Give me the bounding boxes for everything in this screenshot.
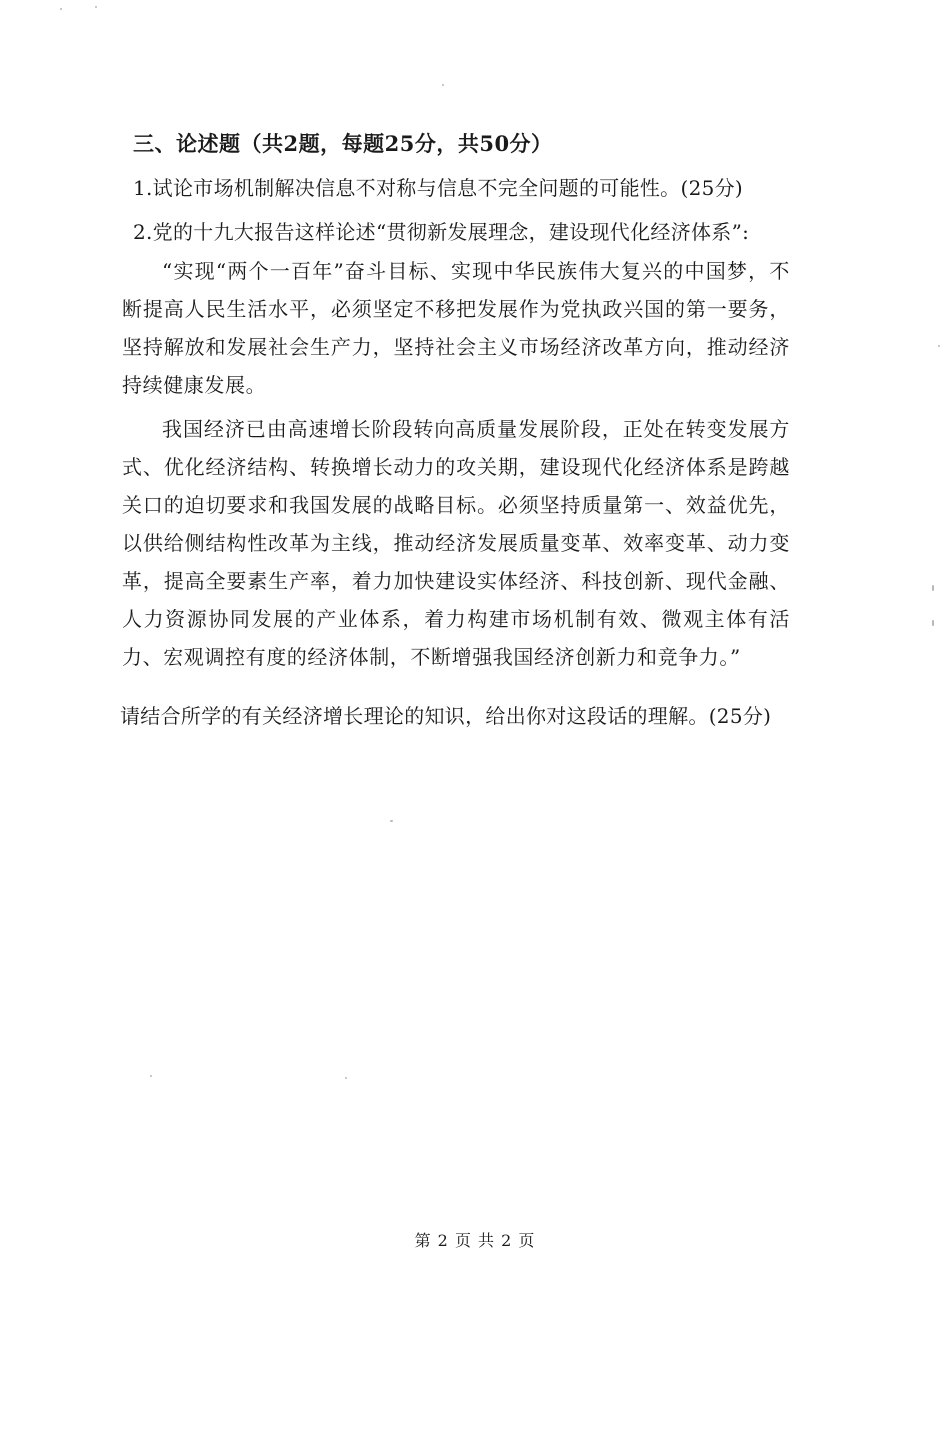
scan-speck bbox=[938, 345, 940, 347]
scan-speck bbox=[60, 8, 62, 10]
scan-speck bbox=[932, 620, 934, 626]
scan-speck bbox=[95, 6, 97, 8]
scan-speck bbox=[442, 84, 444, 86]
quote-paragraph-1: “实现“两个一百年”奋斗目标、实现中华民族伟大复兴的中国梦，不断提高人民生活水平，必须坚定不移把发展作为党执政兴国的第一要务，坚持解放和发展社会生产力，坚持社会主义市场经济改革方向，推动经济持续健康发展。 bbox=[122, 259, 790, 397]
scan-speck bbox=[150, 1075, 152, 1077]
scan-speck bbox=[932, 585, 934, 591]
page-number: 第 2 页 共 2 页 bbox=[414, 1231, 536, 1250]
quote-paragraph-2: 我国经济已由高速增长阶段转向高质量发展阶段，正处在转变发展方式、优化经济结构、转换增长动力的攻关期，建设现代化经济体系是跨越关口的迫切要求和我国发展的战略目标。必须坚持质量第一、效益优先，以供给侧结构性改革为主线，推动经济发展质量变革、效率变革、动力变革，提高全要素生产率，着力加快建设实体经济、科技创新、现代金融、人力资源协同发展的产业体系，着力构建市场机制有效、微观主体有活力、宏观调控有度的经济体制，不断增强我国经济创新力和竞争力。” bbox=[122, 417, 790, 669]
question-2-intro: 2.党的十九大报告这样论述“贯彻新发展理念，建设现代化经济体系”: bbox=[133, 220, 750, 244]
section-title: 三、论述题（共2题，每题25分，共50分） bbox=[133, 131, 553, 156]
scan-speck bbox=[345, 1077, 347, 1079]
scan-speck bbox=[390, 820, 393, 822]
question-2-prompt: 请结合所学的有关经济增长理论的知识，给出你对这段话的理解。(25分) bbox=[120, 704, 772, 728]
question-1: 1.试论市场机制解决信息不对称与信息不完全问题的可能性。(25分) bbox=[133, 176, 744, 200]
